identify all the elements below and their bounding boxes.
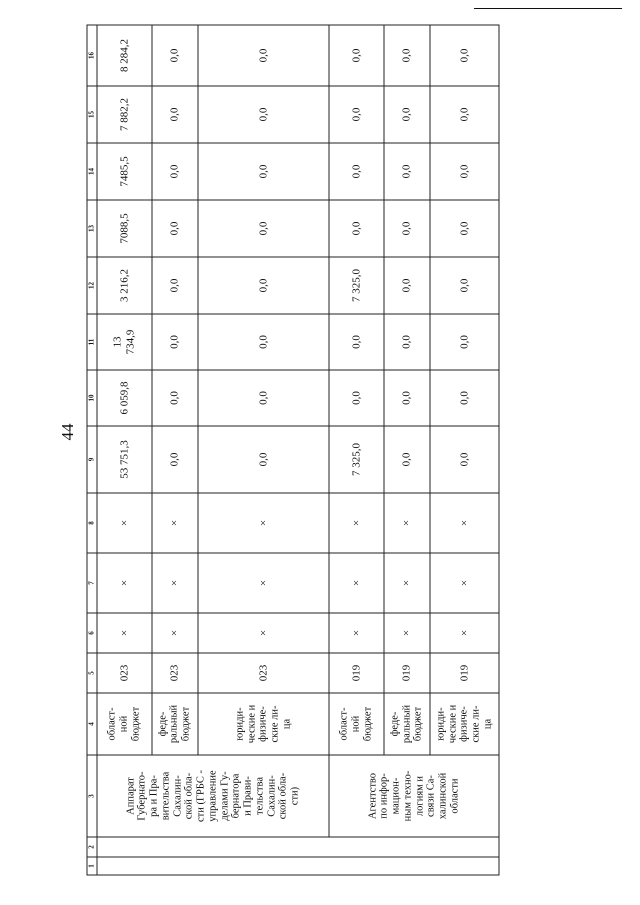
not-applicable-mark: × (97, 553, 152, 613)
funding-source: феде- ральный бюджет (383, 693, 429, 755)
amount-cell: 0,0 (430, 143, 499, 200)
amount-cell: 0,0 (197, 200, 328, 257)
amount-cell: 0,0 (383, 370, 429, 426)
amount-cell: 0,0 (329, 86, 384, 143)
amount-cell: 0,0 (430, 257, 499, 314)
column-number: 5 (87, 653, 97, 693)
amount-cell: 0,0 (197, 426, 328, 493)
amount-cell: 7088,5 (97, 200, 152, 257)
column-number: 7 (87, 553, 97, 613)
budget-code: 023 (97, 653, 152, 693)
amount-cell: 0,0 (329, 143, 384, 200)
table-row (197, 25, 328, 875)
budget-table (86, 24, 499, 875)
table-row (329, 25, 384, 875)
not-applicable-mark: × (197, 553, 328, 613)
amount-cell: 53 751,3 (97, 426, 152, 493)
amount-cell: 0,0 (430, 370, 499, 426)
not-applicable-mark: × (151, 613, 197, 653)
budget-code: 023 (151, 653, 197, 693)
page-number: 44 (58, 423, 77, 441)
amount-cell: 0,0 (329, 314, 384, 370)
column-number: 2 (87, 837, 97, 857)
top-rule (474, 8, 622, 9)
column-number: 6 (87, 613, 97, 653)
amount-cell: 0,0 (151, 200, 197, 257)
column-number: 8 (87, 493, 97, 553)
amount-cell: 8 284,2 (97, 25, 152, 86)
column-number: 16 (87, 25, 97, 86)
not-applicable-mark: × (430, 493, 499, 553)
amount-cell: 13 734,9 (97, 314, 152, 370)
not-applicable-mark: × (197, 613, 328, 653)
amount-cell: 0,0 (197, 86, 328, 143)
rotated-table-frame (86, 25, 499, 875)
amount-cell: 0,0 (197, 143, 328, 200)
amount-cell: 0,0 (383, 86, 429, 143)
not-applicable-mark: × (329, 493, 384, 553)
column-number: 3 (87, 755, 97, 837)
column-number: 1 (87, 857, 97, 875)
amount-cell: 7 882,2 (97, 86, 152, 143)
funding-source: феде- ральный бюджет (151, 693, 197, 755)
amount-cell: 0,0 (430, 86, 499, 143)
amount-cell: 0,0 (197, 25, 328, 86)
column-number: 11 (87, 314, 97, 370)
amount-cell: 0,0 (430, 314, 499, 370)
column-number: 13 (87, 200, 97, 257)
budget-code: 019 (430, 653, 499, 693)
amount-cell: 0,0 (151, 143, 197, 200)
table-row (383, 25, 429, 875)
not-applicable-mark: × (197, 493, 328, 553)
org-name: Аппарат Губернато- ра и Пра- вительства Сахалин- ской обла- сти (ГРБС - управление делами Гу- бернатора и Прави- тельства Сахалин- ской обла- сти) (97, 755, 329, 837)
amount-cell: 7 325,0 (329, 257, 384, 314)
funding-source: област- ной бюджет (97, 693, 152, 755)
amount-cell: 0,0 (151, 25, 197, 86)
not-applicable-mark: × (151, 493, 197, 553)
amount-cell: 0,0 (151, 426, 197, 493)
amount-cell: 7485,5 (97, 143, 152, 200)
not-applicable-mark: × (383, 493, 429, 553)
amount-cell: 0,0 (383, 200, 429, 257)
not-applicable-mark: × (383, 613, 429, 653)
funding-source: юриди- ческие и физиче- ские ли- ца (197, 693, 328, 755)
not-applicable-mark: × (383, 553, 429, 613)
not-applicable-mark: × (97, 613, 152, 653)
not-applicable-mark: × (329, 613, 384, 653)
budget-code: 023 (197, 653, 328, 693)
amount-cell: 0,0 (383, 143, 429, 200)
budget-code: 019 (383, 653, 429, 693)
amount-cell: 0,0 (430, 200, 499, 257)
column-number: 14 (87, 143, 97, 200)
amount-cell: 7 325,0 (329, 426, 384, 493)
not-applicable-mark: × (430, 613, 499, 653)
not-applicable-mark: × (430, 553, 499, 613)
funding-source: област- ной бюджет (329, 693, 384, 755)
amount-cell: 3 216,2 (97, 257, 152, 314)
column-number-row (87, 25, 97, 875)
not-applicable-mark: × (151, 553, 197, 613)
amount-cell: 0,0 (197, 314, 328, 370)
amount-cell: 0,0 (329, 370, 384, 426)
amount-cell: 0,0 (383, 257, 429, 314)
amount-cell: 0,0 (197, 370, 328, 426)
amount-cell: 0,0 (383, 314, 429, 370)
amount-cell: 0,0 (197, 257, 328, 314)
empty-cell (97, 857, 499, 875)
column-number: 10 (87, 370, 97, 426)
table-row (97, 25, 152, 875)
empty-cell (97, 837, 499, 857)
amount-cell: 6 059,8 (97, 370, 152, 426)
amount-cell: 0,0 (329, 25, 384, 86)
column-number: 12 (87, 257, 97, 314)
table-area (86, 25, 499, 875)
column-number: 15 (87, 86, 97, 143)
funding-source: юриди- ческие и физиче- ские ли- ца (430, 693, 499, 755)
amount-cell: 0,0 (151, 314, 197, 370)
amount-cell: 0,0 (151, 257, 197, 314)
amount-cell: 0,0 (151, 86, 197, 143)
amount-cell: 0,0 (430, 25, 499, 86)
table-row (430, 25, 499, 875)
table-row (151, 25, 197, 875)
column-number: 9 (87, 426, 97, 493)
not-applicable-mark: × (329, 553, 384, 613)
amount-cell: 0,0 (151, 370, 197, 426)
not-applicable-mark: × (97, 493, 152, 553)
amount-cell: 0,0 (383, 25, 429, 86)
column-number: 4 (87, 693, 97, 755)
amount-cell: 0,0 (430, 426, 499, 493)
org-name: Агентство по инфор- мацион- ным техно- логиям и связи Са- халинской области (329, 755, 499, 837)
budget-code: 019 (329, 653, 384, 693)
amount-cell: 0,0 (383, 426, 429, 493)
amount-cell: 0,0 (329, 200, 384, 257)
